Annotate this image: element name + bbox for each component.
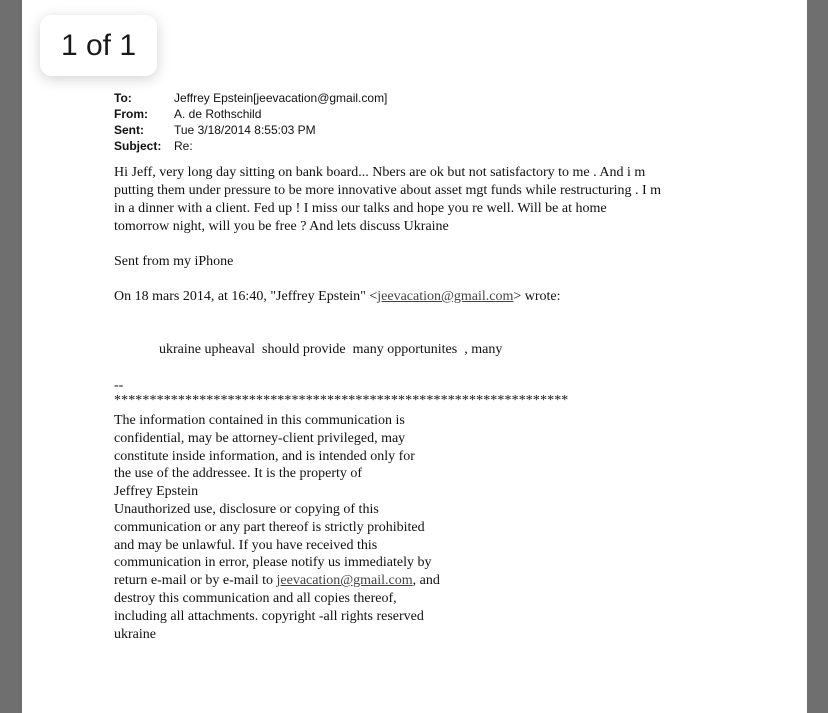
header-label: To: [114, 91, 132, 105]
disclaimer-line: constitute inside information, and is intended only for [114, 448, 415, 464]
quote-intro-prefix: On 18 mars 2014, at 16:40, "Jeffrey Epstein" < [114, 289, 378, 304]
disclaimer-email-prefix: return e-mail or by e-mail to [114, 573, 277, 589]
header-to [114, 90, 387, 106]
header-from [114, 106, 387, 122]
disclaimer-line: confidential, may be attorney-client privileged, may [114, 430, 406, 446]
disclaimer [114, 412, 534, 643]
header-value: Re: [174, 139, 193, 153]
disclaimer-line: destroy this communication and all copies thereof, [114, 590, 397, 606]
disclaimer-line: The information contained in this communication is [114, 413, 405, 428]
disclaimer-line: the use of the addressee. It is the property of [114, 466, 363, 482]
body-line: in a dinner with a client. Fed up ! I miss our talks and hope you re well. Will be at home [114, 201, 607, 216]
email-headers [114, 90, 387, 154]
quoted-text: ukraine upheaval should provide many opportunites , many [159, 342, 503, 357]
disclaimer-line: and may be unlawful. If you have received this [114, 537, 378, 553]
header-subject [114, 138, 387, 154]
quote-intro-suffix: > wrote: [513, 289, 561, 304]
disclaimer-email-link[interactable]: jeevacation@gmail.com [276, 573, 413, 589]
quote-email-link[interactable]: jeevacation@gmail.com [377, 289, 514, 304]
header-label: Sent: [114, 123, 144, 137]
header-label: From: [114, 107, 148, 121]
disclaimer-line: communication or any part thereof is strictly prohibited [114, 519, 425, 535]
sent-from-line: Sent from my iPhone [114, 254, 234, 269]
disclaimer-email-line [114, 572, 534, 590]
disclaimer-line: Jeffrey Epstein [114, 484, 199, 500]
disclaimer-line: Unauthorized use, disclosure or copying of this [114, 501, 379, 517]
body-line: tomorrow night, will you be free ? And lets discuss Ukraine [114, 219, 449, 234]
body-line: Hi Jeff, very long day sitting on bank board... Nbers are ok but not satisfactory to me . And i m [114, 165, 646, 180]
disclaimer-line: communication in error, please notify us immediately by [114, 555, 432, 571]
disclaimer-line: including all attachments. copyright -all rights reserved [114, 608, 424, 624]
header-sent [114, 122, 387, 138]
header-value: Tue 3/18/2014 8:55:03 PM [174, 123, 316, 137]
header-value: A. de Rothschild [174, 107, 262, 121]
quote-intro [114, 289, 561, 305]
signature-dashes: -- [114, 378, 124, 393]
disclaimer-email-suffix: , and [412, 573, 440, 589]
disclaimer-line: ukraine [114, 626, 156, 642]
star-separator: **************************************************************** [114, 393, 569, 408]
body-line: putting them under pressure to be more innovative about asset mgt funds while restructuring . I m [114, 183, 662, 198]
header-label: Subject: [114, 139, 162, 153]
email-body [114, 164, 734, 236]
page-counter: 1 of 1 [40, 15, 157, 76]
header-value: Jeffrey Epstein[jeevacation@gmail.com] [174, 91, 388, 105]
